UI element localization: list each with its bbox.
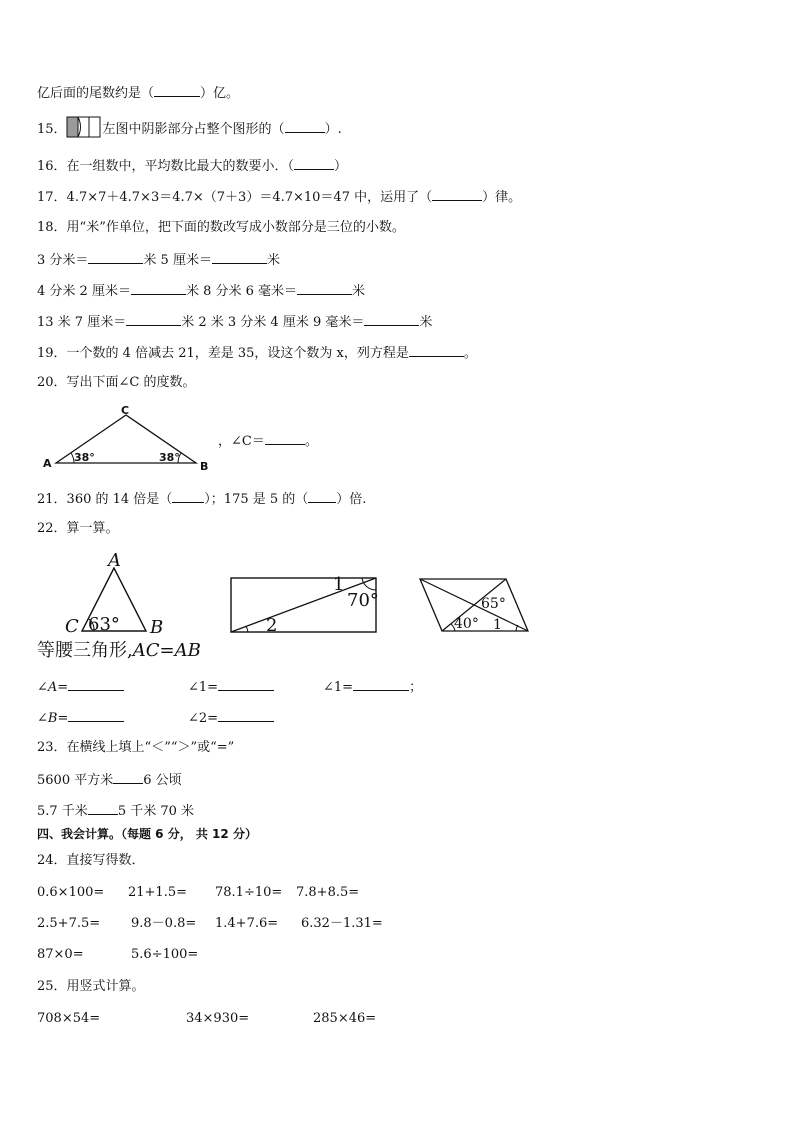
- q24-item: 2.5+7.5=: [37, 916, 101, 931]
- para-angle-one: 1: [493, 617, 502, 633]
- question-21: 21．360 的 14 倍是（ ）；175 是 5 的（ ）倍.: [37, 492, 367, 507]
- q18-row-1: 3 分米＝ 米 5 厘米＝ 米: [37, 253, 280, 268]
- answer-blank[interactable]: [353, 678, 409, 691]
- q24-item: 87×0=: [37, 947, 84, 962]
- q23-row-1: 5600 平方米 6 公顷: [37, 773, 182, 788]
- q25-item: 34×930=: [186, 1011, 250, 1026]
- q23-row-2: 5.7 千米 5 千米 70 米: [37, 804, 195, 819]
- answer-blank[interactable]: [212, 251, 267, 264]
- question-23: 23．在横线上填上“＜”“＞”或“=”: [37, 740, 235, 755]
- answer-blank[interactable]: [294, 157, 334, 170]
- answer-blank[interactable]: [285, 120, 325, 133]
- answer-blank[interactable]: [131, 282, 186, 295]
- tri-vertex-c: C: [65, 616, 79, 637]
- q25-item: 708×54=: [37, 1011, 101, 1026]
- answer-blank[interactable]: [68, 709, 124, 722]
- q24-item: 0.6×100=: [37, 885, 105, 900]
- answer-blank[interactable]: [68, 678, 124, 691]
- angle-b-label: 38°: [159, 451, 180, 464]
- para-angle-40: 40°: [454, 616, 479, 632]
- answer-blank[interactable]: [432, 188, 482, 201]
- question-18: 18．用“米”作单位，把下面的数改写成小数部分是三位的小数。: [37, 220, 405, 235]
- vertex-b-label: B: [200, 460, 209, 473]
- q24-item: 9.8－0.8=: [131, 916, 197, 931]
- q18-row-2: 4 分米 2 厘米＝ 米 8 分米 6 毫米＝ 米: [37, 284, 366, 299]
- question-25: 25．用竖式计算。: [37, 979, 145, 994]
- q14-tail: 亿后面的尾数约是（ ）亿。: [37, 86, 240, 101]
- angle-a-label: 38°: [74, 451, 95, 464]
- answer-blank[interactable]: [126, 313, 181, 326]
- answer-blank[interactable]: [297, 282, 352, 295]
- section-4-title: 四、我会计算。（每题 6 分， 共 12 分）: [37, 827, 257, 841]
- question-22: 22．算一算。: [37, 521, 119, 536]
- answer-blank[interactable]: [364, 313, 419, 326]
- q24-item: 5.6÷100=: [131, 947, 199, 962]
- answer-blank[interactable]: [409, 344, 464, 357]
- q22-answer-r2: ∠2=: [188, 709, 274, 727]
- isosceles-caption: 等腰三角形,AC=AB: [37, 640, 201, 661]
- answer-blank[interactable]: [218, 709, 274, 722]
- answer-blank[interactable]: [154, 84, 200, 97]
- question-17: 17．4.7×7＋4.7×3＝4.7×（7＋3）＝4.7×10＝47 中，运用了（ ）律。: [37, 190, 522, 205]
- answer-blank[interactable]: [88, 802, 118, 815]
- question-15: 15． 左图中阴影部分占整个图形的（ ）.: [37, 122, 342, 137]
- question-24: 24．直接写得数．: [37, 853, 145, 868]
- q22-answer-p1: ∠1= ；: [323, 680, 423, 695]
- para-angle-65: 65°: [481, 596, 506, 612]
- rect-angle-one: 1: [333, 574, 345, 595]
- vertex-a-label: A: [43, 457, 52, 470]
- vertex-c-label: C: [121, 404, 130, 417]
- question-16: 16．在一组数中，平均数比最大的数要小．（ ）: [37, 159, 348, 174]
- question-20: 20．写出下面∠C 的度数。: [37, 375, 196, 390]
- q22-answer-b: ∠B=: [37, 709, 124, 727]
- answer-blank[interactable]: [172, 490, 204, 503]
- answer-blank[interactable]: [265, 432, 305, 445]
- question-19: 19．一个数的 4 倍减去 21，差是 35，设这个数为 x，列方程是 。: [37, 346, 477, 361]
- q24-item: 1.4+7.6=: [215, 916, 279, 931]
- tri-vertex-a: A: [108, 550, 121, 571]
- answer-blank[interactable]: [218, 678, 274, 691]
- answer-blank[interactable]: [308, 490, 336, 503]
- q20-answer: ，∠C＝ 。: [218, 434, 318, 449]
- q24-item: 78.1÷10=: [215, 885, 283, 900]
- q22-answer-a: ∠A=: [37, 678, 124, 696]
- answer-blank[interactable]: [113, 771, 143, 784]
- q25-item: 285×46=: [313, 1011, 377, 1026]
- q24-item: 6.32－1.31=: [301, 916, 383, 931]
- q24-item: 21+1.5=: [128, 885, 188, 900]
- answer-blank[interactable]: [88, 251, 143, 264]
- shaded-fraction-figure: [66, 116, 102, 138]
- q18-row-3: 13 米 7 厘米＝ 米 2 米 3 分米 4 厘米 9 毫米＝ 米: [37, 315, 433, 330]
- q24-item: 7.8+8.5=: [296, 885, 360, 900]
- tri-vertex-b: B: [150, 617, 164, 638]
- rect-angle-70: 70°: [347, 590, 379, 611]
- q22-answer-r1: ∠1=: [188, 678, 274, 696]
- tri-angle-label: 63°: [88, 614, 120, 635]
- rect-angle-two: 2: [266, 615, 278, 636]
